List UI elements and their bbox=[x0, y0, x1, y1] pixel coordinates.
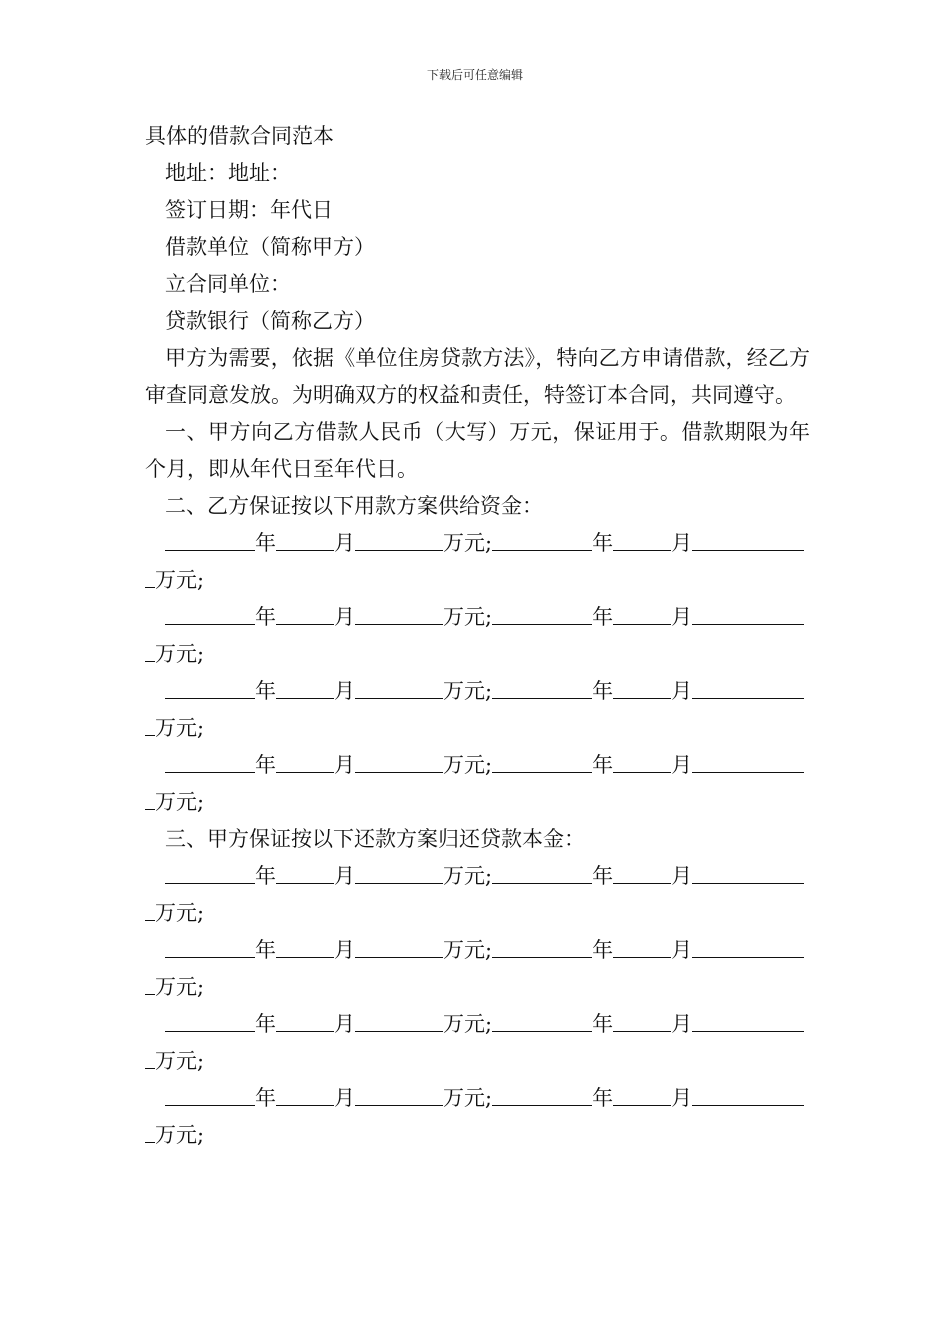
blank-year-2[interactable] bbox=[492, 1083, 592, 1106]
label-amount: 万元; bbox=[443, 753, 493, 777]
label-month: 月 bbox=[671, 753, 693, 777]
blank-amount-2-cont[interactable] bbox=[145, 787, 155, 810]
blank-year-1[interactable] bbox=[165, 1009, 255, 1032]
blank-month-2[interactable] bbox=[613, 1009, 671, 1032]
label-year: 年 bbox=[592, 605, 614, 629]
label-month: 月 bbox=[671, 938, 693, 962]
label-year: 年 bbox=[255, 753, 276, 777]
blank-amount-2-cont[interactable] bbox=[145, 639, 155, 662]
schedule-entry bbox=[145, 858, 810, 932]
blank-amount-1[interactable] bbox=[355, 750, 443, 773]
clause-2-heading: 二、乙方保证按以下用款方案供给资金： bbox=[165, 494, 543, 518]
clause-1: 一、甲方向乙方借款人民币（大写）万元，保证用于。借款期限为年个月，即从年代日至年代日。 bbox=[145, 420, 810, 481]
blank-year-1[interactable] bbox=[165, 1083, 255, 1106]
schedule-entry bbox=[145, 747, 810, 821]
blank-year-2[interactable] bbox=[492, 1009, 592, 1032]
label-month: 月 bbox=[334, 1012, 355, 1036]
label-year: 年 bbox=[592, 531, 614, 555]
blank-month-2[interactable] bbox=[613, 750, 671, 773]
label-year: 年 bbox=[255, 864, 276, 888]
label-month: 月 bbox=[334, 679, 355, 703]
blank-year-1[interactable] bbox=[165, 861, 255, 884]
schedule-entry bbox=[145, 1006, 810, 1080]
blank-amount-2[interactable] bbox=[692, 528, 804, 551]
label-amount-end: 万元; bbox=[155, 901, 205, 925]
label-amount: 万元; bbox=[443, 938, 493, 962]
blank-amount-2-cont[interactable] bbox=[145, 1046, 155, 1069]
fill-row bbox=[145, 1006, 810, 1043]
label-year: 年 bbox=[255, 605, 276, 629]
label-year: 年 bbox=[255, 531, 276, 555]
blank-year-1[interactable] bbox=[165, 676, 255, 699]
fill-row bbox=[145, 525, 810, 562]
blank-amount-2[interactable] bbox=[692, 1009, 804, 1032]
intro-paragraph: 甲方为需要，依据《单位住房贷款方法》，特向乙方申请借款，经乙方审查同意发放。为明确双方的权益和责任，特签订本合同，共同遵守。 bbox=[145, 346, 810, 407]
blank-month-1[interactable] bbox=[276, 861, 334, 884]
fill-row-tail bbox=[145, 636, 810, 673]
label-amount: 万元; bbox=[443, 531, 493, 555]
blank-amount-2[interactable] bbox=[692, 1083, 804, 1106]
label-month: 月 bbox=[671, 1012, 693, 1036]
blank-amount-1[interactable] bbox=[355, 1009, 443, 1032]
blank-month-2[interactable] bbox=[613, 935, 671, 958]
label-amount: 万元; bbox=[443, 679, 493, 703]
blank-year-1[interactable] bbox=[165, 750, 255, 773]
label-amount-end: 万元; bbox=[155, 1049, 205, 1073]
blank-year-1[interactable] bbox=[165, 602, 255, 625]
label-year: 年 bbox=[592, 1012, 614, 1036]
blank-month-1[interactable] bbox=[276, 528, 334, 551]
blank-amount-2[interactable] bbox=[692, 602, 804, 625]
blank-month-1[interactable] bbox=[276, 1083, 334, 1106]
blank-year-2[interactable] bbox=[492, 676, 592, 699]
blank-month-2[interactable] bbox=[613, 602, 671, 625]
label-year: 年 bbox=[592, 679, 614, 703]
fill-row-tail bbox=[145, 1117, 810, 1154]
label-year: 年 bbox=[255, 1012, 276, 1036]
blank-amount-1[interactable] bbox=[355, 676, 443, 699]
label-amount-end: 万元; bbox=[155, 716, 205, 740]
blank-month-2[interactable] bbox=[613, 861, 671, 884]
blank-amount-1[interactable] bbox=[355, 602, 443, 625]
schedule-entry bbox=[145, 525, 810, 599]
label-month: 月 bbox=[334, 1086, 355, 1110]
fill-row-tail bbox=[145, 784, 810, 821]
blank-year-2[interactable] bbox=[492, 528, 592, 551]
label-amount-end: 万元; bbox=[155, 1123, 205, 1147]
label-amount-end: 万元; bbox=[155, 642, 205, 666]
clause-3-heading: 三、甲方保证按以下还款方案归还贷款本金： bbox=[165, 827, 585, 851]
blank-amount-2[interactable] bbox=[692, 676, 804, 699]
fill-row-tail bbox=[145, 1043, 810, 1080]
blank-year-1[interactable] bbox=[165, 935, 255, 958]
schedule-entry bbox=[145, 599, 810, 673]
label-month: 月 bbox=[671, 1086, 693, 1110]
blank-amount-1[interactable] bbox=[355, 935, 443, 958]
label-year: 年 bbox=[592, 938, 614, 962]
label-month: 月 bbox=[671, 679, 693, 703]
label-amount-end: 万元; bbox=[155, 975, 205, 999]
blank-amount-2[interactable] bbox=[692, 750, 804, 773]
blank-month-2[interactable] bbox=[613, 676, 671, 699]
fill-row bbox=[145, 858, 810, 895]
fill-row-tail bbox=[145, 710, 810, 747]
blank-amount-2[interactable] bbox=[692, 861, 804, 884]
clause-3-schedule bbox=[145, 858, 810, 1154]
fill-row bbox=[145, 673, 810, 710]
info-address: 地址：地址： bbox=[165, 161, 291, 185]
blank-amount-2-cont[interactable] bbox=[145, 713, 155, 736]
info-borrower: 借款单位（简称甲方） bbox=[165, 235, 375, 259]
label-year: 年 bbox=[592, 753, 614, 777]
blank-amount-2-cont[interactable] bbox=[145, 1120, 155, 1143]
schedule-entry bbox=[145, 932, 810, 1006]
clause-2-schedule bbox=[145, 525, 810, 821]
page-header: 下载后可任意编辑 bbox=[426, 68, 523, 82]
label-month: 月 bbox=[334, 864, 355, 888]
label-month: 月 bbox=[334, 605, 355, 629]
blank-year-2[interactable] bbox=[492, 750, 592, 773]
blank-amount-2-cont[interactable] bbox=[145, 898, 155, 921]
label-amount: 万元; bbox=[443, 605, 493, 629]
blank-year-2[interactable] bbox=[492, 602, 592, 625]
info-sign-date: 签订日期：年代日 bbox=[165, 198, 333, 222]
blank-month-1[interactable] bbox=[276, 676, 334, 699]
label-year: 年 bbox=[255, 679, 276, 703]
label-year: 年 bbox=[255, 938, 276, 962]
blank-month-2[interactable] bbox=[613, 528, 671, 551]
info-lender: 贷款银行（简称乙方） bbox=[165, 309, 375, 333]
label-month: 月 bbox=[334, 753, 355, 777]
schedule-entry bbox=[145, 1080, 810, 1154]
label-month: 月 bbox=[671, 864, 693, 888]
fill-row bbox=[145, 599, 810, 636]
blank-amount-2-cont[interactable] bbox=[145, 972, 155, 995]
blank-amount-2-cont[interactable] bbox=[145, 565, 155, 588]
blank-month-2[interactable] bbox=[613, 1083, 671, 1106]
label-month: 月 bbox=[671, 531, 693, 555]
blank-month-1[interactable] bbox=[276, 750, 334, 773]
blank-month-1[interactable] bbox=[276, 935, 334, 958]
fill-row bbox=[145, 932, 810, 969]
label-year: 年 bbox=[255, 1086, 276, 1110]
blank-month-1[interactable] bbox=[276, 602, 334, 625]
fill-row bbox=[145, 1080, 810, 1117]
label-month: 月 bbox=[334, 938, 355, 962]
label-year: 年 bbox=[592, 864, 614, 888]
fill-row-tail bbox=[145, 895, 810, 932]
fill-row bbox=[145, 747, 810, 784]
label-amount-end: 万元; bbox=[155, 568, 205, 592]
blank-amount-1[interactable] bbox=[355, 528, 443, 551]
blank-year-2[interactable] bbox=[492, 935, 592, 958]
blank-amount-1[interactable] bbox=[355, 1083, 443, 1106]
fill-row-tail bbox=[145, 562, 810, 599]
document-title: 具体的借款合同范本 bbox=[145, 124, 334, 148]
blank-amount-1[interactable] bbox=[355, 861, 443, 884]
blank-year-2[interactable] bbox=[492, 861, 592, 884]
info-contract-party: 立合同单位： bbox=[165, 272, 291, 296]
label-amount: 万元; bbox=[443, 1012, 493, 1036]
label-amount-end: 万元; bbox=[155, 790, 205, 814]
blank-amount-2[interactable] bbox=[692, 935, 804, 958]
label-amount: 万元; bbox=[443, 864, 493, 888]
document-body bbox=[145, 118, 810, 1154]
schedule-entry bbox=[145, 673, 810, 747]
blank-year-1[interactable] bbox=[165, 528, 255, 551]
label-amount: 万元; bbox=[443, 1086, 493, 1110]
label-month: 月 bbox=[334, 531, 355, 555]
label-month: 月 bbox=[671, 605, 693, 629]
label-year: 年 bbox=[592, 1086, 614, 1110]
blank-month-1[interactable] bbox=[276, 1009, 334, 1032]
fill-row-tail bbox=[145, 969, 810, 1006]
